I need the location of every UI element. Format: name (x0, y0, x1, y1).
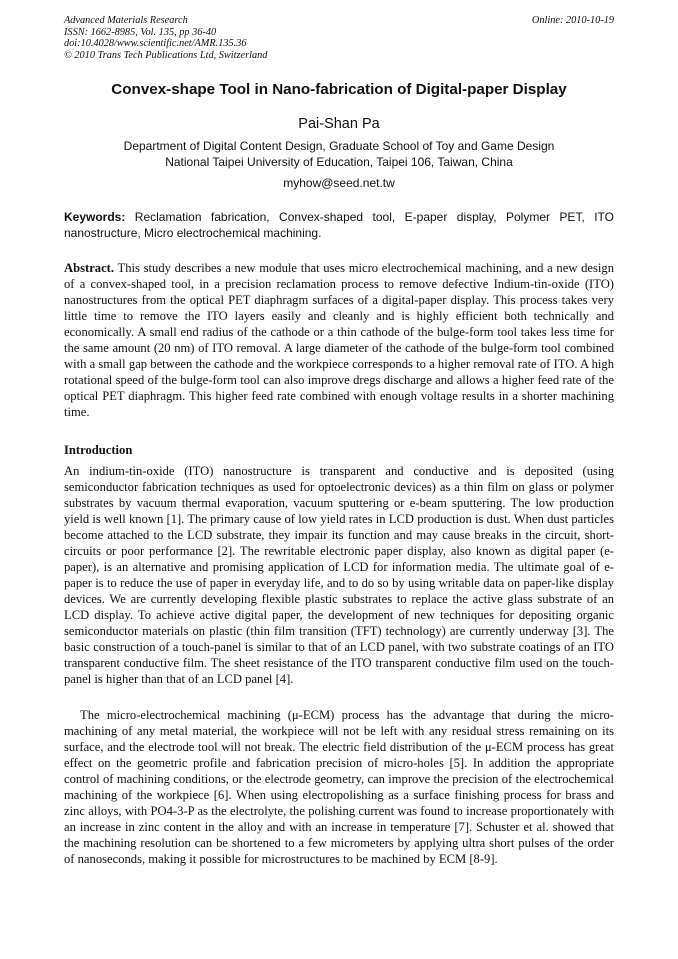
online-date: Online: 2010-10-19 (531, 15, 614, 26)
author-email[interactable]: myhow@seed.net.tw (283, 176, 395, 190)
abstract (64, 260, 614, 420)
journal-name: Advanced Materials Research (64, 15, 188, 26)
affiliation-line-1: Department of Digital Content Design, Graduate School of Toy and Game Design (123, 139, 555, 153)
introduction-paragraph-1: An indium-tin-oxide (ITO) nanostructure is transparent and conductive and is deposited (using semiconductor fabrication techniques as used for optoelectronic devices) as a thin film on glass or polymer substrates by vacuum thermal evaporation, vacuum sputtering or e-beam sputtering. The low production yield is well known [1]. The primary cause of low yield rates in LCD production is dust. When dust particles become attached to the LCD substrate, they impair its function and may cause breaks in the circuit, short-circuits or poor performance [2]. The rewritable electronic paper display, also known as digital paper (e-paper), is an alternative and promising application of LCD for information media. The ultimate goal of e-paper is to reduce the use of paper in everyday life, and to do so by using writable data on paper-like display devices. We are currently developing flexible plastic substrates to replace the active glass substrate of an LCD display. To achieve active digital paper, the development of new techniques for depositing organic semiconductor materials on plastic (thin film transition (TFT) technology) are currently underway [3]. The basic construction of a touch-panel is similar to that of an LCD panel, with two substrate coatings of an ITO transparent conductive film. The sheet resistance of the ITO transparent conductive film used on the touch-panel is higher than that of an LCD panel [4]. (64, 464, 614, 686)
issn-line: ISSN: 1662-8985, Vol. 135, pp 36-40 (64, 26, 217, 38)
abstract-text: This study describes a new module that uses micro electrochemical machining, and a new design of a convex-shaped tool, in a precision reclamation process to remove defective Indium-tin-oxide (ITO) nanostructures from the optical PET diaphragm surfaces of a digital-paper display. This process takes very little time to remove the ITO layers easily and cleanly and is highly efficient both technically and economically. A small end radius of the cathode or a thin cathode of the bulge-form tool takes less time for the same amount (20 nm) of ITO removal. A large diameter of the cathode of the bulge-form tool combined with a small gap between the cathode and the workpiece corresponds to a higher removal rate of ITO. A high rotational speed of the bulge-form tool can also improve dregs discharge and allows a higher feed rate of the optical PET diaphragm. This higher feed rate combined with enough voltage results in a shorter machining time. (64, 261, 615, 419)
journal-header (64, 15, 614, 61)
copyright-line: © 2010 Trans Tech Publications Ltd, Switzerland (64, 49, 268, 61)
introduction-paragraph-2: The micro-electrochemical machining (μ-ECM) process has the advantage that during the micro-machining of any metal material, the workpiece will not be left with any residual stress remaining on its surface, and the electrode tool will not break. The electric field distribution of the μ-ECM process has great effect on the geometric profile and fabrication precision of micro-holes [5]. In addition the appropriate control of machining conditions, or the electrode geometry, can improve the precision of the electrochemical machining of the workpiece [6]. When using electropolishing as a surface finishing process for brass and zinc alloys, with PO4-3-P as the electrolyte, the polishing current was found to increase proportionately with an increase in zinc content in the alloy and with an increase in temperature [7]. Schuster et al. showed that the machining resolution can be shortened to a few micrometers by applying ultra short pulses of the order of nanoseconds, making it possible for microstructures to be machined by ECM [8-9]. (64, 708, 614, 866)
doi-line: doi:10.4028/www.scientific.net/AMR.135.36 (64, 38, 247, 50)
affiliation (0, 138, 678, 170)
keywords-text: Reclamation fabrication, Convex-shaped tool, E-paper display, Polymer PET, ITO nanostructure, Micro electrochemical machining. (64, 210, 614, 240)
keywords (64, 209, 614, 241)
keywords-label: Keywords: (64, 210, 126, 224)
section-heading-introduction: Introduction (64, 443, 133, 457)
abstract-label: Abstract. (64, 261, 115, 275)
paper-title: Convex-shape Tool in Nano-fabrication of Digital-paper Display (111, 81, 567, 98)
affiliation-line-2: National Taipei University of Education, Taipei 106, Taiwan, China (165, 155, 513, 169)
author-name: Pai-Shan Pa (298, 116, 380, 132)
